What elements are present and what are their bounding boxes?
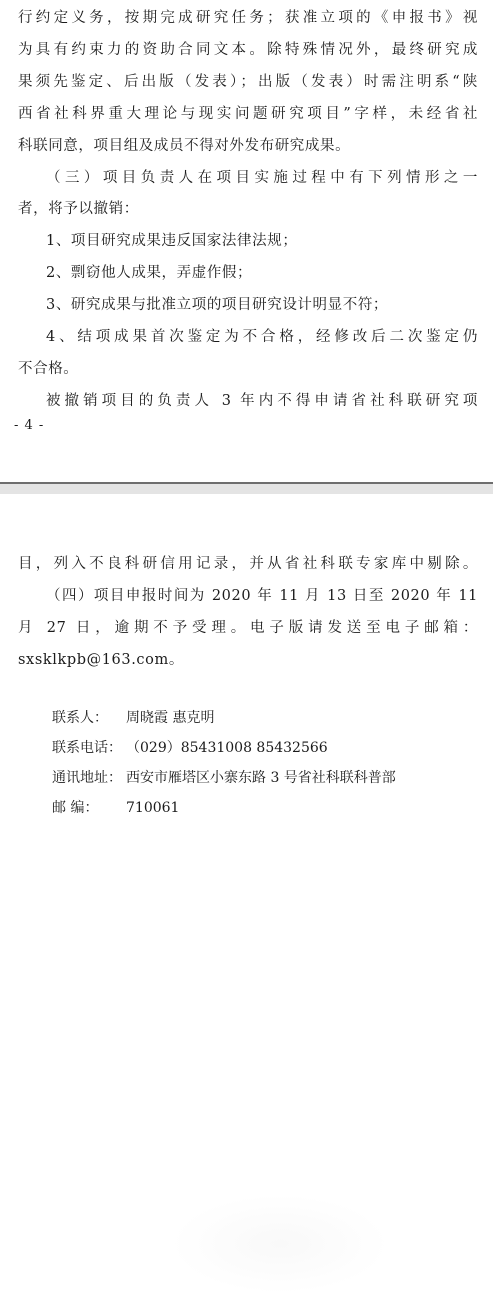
document-page-bottom bbox=[0, 494, 493, 825]
paragraph-line: 西省社科界重大理论与现实问题研究项目”字样，未经省社 bbox=[18, 106, 478, 122]
contact-value: （029）85431008 85432566 bbox=[126, 740, 328, 756]
paragraph-line: 被撤销项目的负责人 3 年内不得申请省社科联研究项 bbox=[46, 393, 478, 409]
contact-postcode-row bbox=[52, 798, 179, 818]
email-address: sxsklkpb@163.com。 bbox=[18, 652, 184, 668]
contact-phone-row bbox=[52, 738, 328, 758]
paragraph-line: 不合格。 bbox=[18, 361, 79, 377]
paragraph-line: 果须先鉴定、后出版（发表）；出版（发表）时需注明系“陕 bbox=[18, 74, 478, 90]
contact-label: 通讯地址： bbox=[52, 770, 122, 786]
contact-value: 西安市雁塔区小寨东路 3 号省社科联科普部 bbox=[126, 770, 396, 786]
paragraph-line: 行约定义务，按期完成研究任务；获准立项的《申报书》视 bbox=[18, 10, 478, 26]
contact-label: 联系人： bbox=[52, 710, 108, 726]
contact-value: 周晓霞 惠克明 bbox=[126, 710, 215, 726]
paragraph-line: 科联同意，项目组及成员不得对外发布研究成果。 bbox=[18, 138, 351, 154]
paragraph-line: 月 27 日，逾期不予受理。电子版请发送至电子邮箱： bbox=[18, 620, 478, 636]
paragraph-line: 为具有约束力的资助合同文本。除特殊情况外，最终研究成 bbox=[18, 42, 478, 58]
page-divider bbox=[0, 482, 493, 494]
paragraph-line: （四）项目申报时间为 2020 年 11 月 13 日至 2020 年 11 bbox=[46, 588, 478, 604]
paragraph-line: 目，列入不良科研信用记录，并从省社科联专家库中剔除。 bbox=[18, 556, 478, 572]
contact-label: 联系电话： bbox=[52, 740, 122, 756]
list-item: 1、项目研究成果违反国家法律法规； bbox=[46, 233, 298, 249]
paragraph-line: （三）项目负责人在项目实施过程中有下列情形之一 bbox=[46, 170, 478, 186]
list-item: 4、结项成果首次鉴定为不合格，经修改后二次鉴定仍 bbox=[46, 329, 478, 345]
contact-label: 邮 编： bbox=[52, 800, 99, 816]
document-page-top bbox=[0, 0, 493, 482]
paragraph-line: 者，将予以撤销： bbox=[18, 201, 139, 217]
contact-value: 710061 bbox=[126, 800, 180, 816]
stamp-watermark bbox=[170, 1194, 390, 1294]
list-item: 3、研究成果与批准立项的项目研究设计明显不符； bbox=[46, 297, 389, 313]
page-number: - 4 - bbox=[14, 418, 45, 433]
contact-address-row bbox=[52, 768, 396, 788]
list-item: 2、剽窃他人成果，弄虚作假； bbox=[46, 265, 253, 281]
contact-person-row bbox=[52, 708, 214, 728]
